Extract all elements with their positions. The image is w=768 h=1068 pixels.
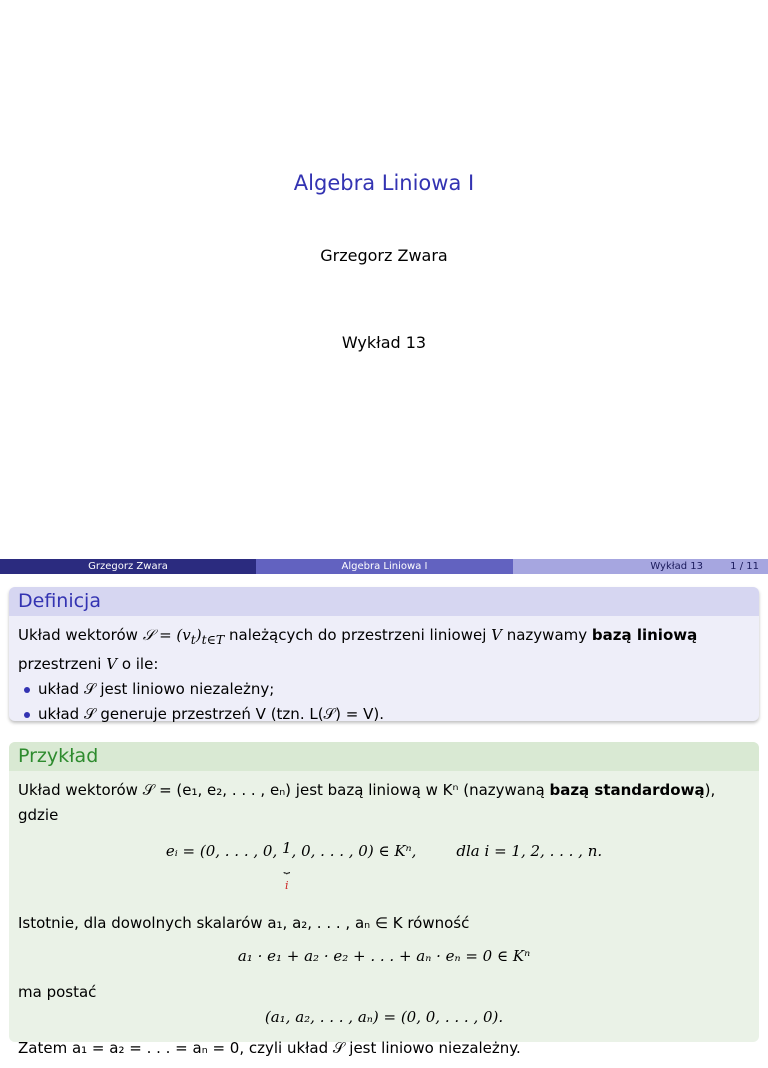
definition-heading: Definicja [9,587,759,616]
example-body [9,771,759,1068]
example-line-3: ma postać [18,983,97,1001]
intro-close: ) [195,626,202,644]
footline-info [513,559,768,574]
intro-sub2: t∈T [201,632,225,647]
example-block [9,742,759,1057]
eq1-index: i [285,879,289,892]
eq1-condition: dla i = 1, 2, . . . , n. [456,842,603,860]
example-line-1 [18,778,750,828]
footline-title: Algebra Liniowa I [256,559,513,574]
definition-intro [18,623,750,677]
line1-bold: bazą standardową [549,781,705,799]
intro-V2: V [106,655,118,673]
eq1-one: 1 [282,839,292,857]
example-line-2: Istotnie, dla dowolnych skalarów a₁, a₂, . . . , aₙ ∈ K równość [18,914,470,932]
footline-lecture: Wykład 13 [650,561,703,572]
intro-text-d: przestrzeni [18,655,107,673]
intro-text-c: nazywamy [501,626,592,644]
definition-item-1: układ 𝒮 jest liniowo niezależny; [18,677,750,702]
underbrace-icon: ⏟ [283,861,291,874]
definition-block [9,587,759,721]
equation-combination: a₁ · e₁ + a₂ · e₂ + . . . + aₙ · eₙ = 0 ∈ Kⁿ [237,947,531,965]
intro-text-e: o ile: [117,655,159,673]
intro-text-b: należących do przestrzeni liniowej [224,626,492,644]
example-line-4: Zatem a₁ = a₂ = . . . = aₙ = 0, czyli układ 𝒮 jest liniowo niezależny. [18,1039,521,1057]
intro-bold: bazą liniową [591,626,698,644]
definition-item-2: układ 𝒮 generuje przestrzeń V (tzn. L(𝒮) = V). [18,702,750,727]
definition-body [9,616,759,734]
intro-sub: t [190,632,196,647]
footline [0,559,768,574]
author-name: Grzegorz Zwara [320,246,448,265]
lecture-number: Wykład 13 [341,333,427,352]
intro-text: Układ wektorów [18,626,143,644]
presentation-title: Algebra Liniowa I [293,171,475,195]
page-number: 1 / 11 [730,561,759,572]
intro-V: V [491,626,502,644]
eq1-right: , 0, . . . , 0) ∈ Kⁿ, [291,842,417,860]
line1-text: Układ wektorów 𝒮 = (e₁, e₂, . . . , eₙ) jest bazą liniową w Kⁿ (nazywaną [18,781,550,799]
equation-ei [18,839,750,895]
example-heading: Przykład [9,742,759,771]
eq1-left: eᵢ = (0, . . . , 0, [165,842,282,860]
line1-text-b: ), gdzie [18,781,716,824]
equation-tuple: (a₁, a₂, . . . , aₙ) = (0, 0, . . . , 0). [264,1008,504,1026]
intro-math: 𝒮 = (v [142,626,191,644]
eq1-brace-group [282,839,292,895]
footline-author: Grzegorz Zwara [0,559,256,574]
